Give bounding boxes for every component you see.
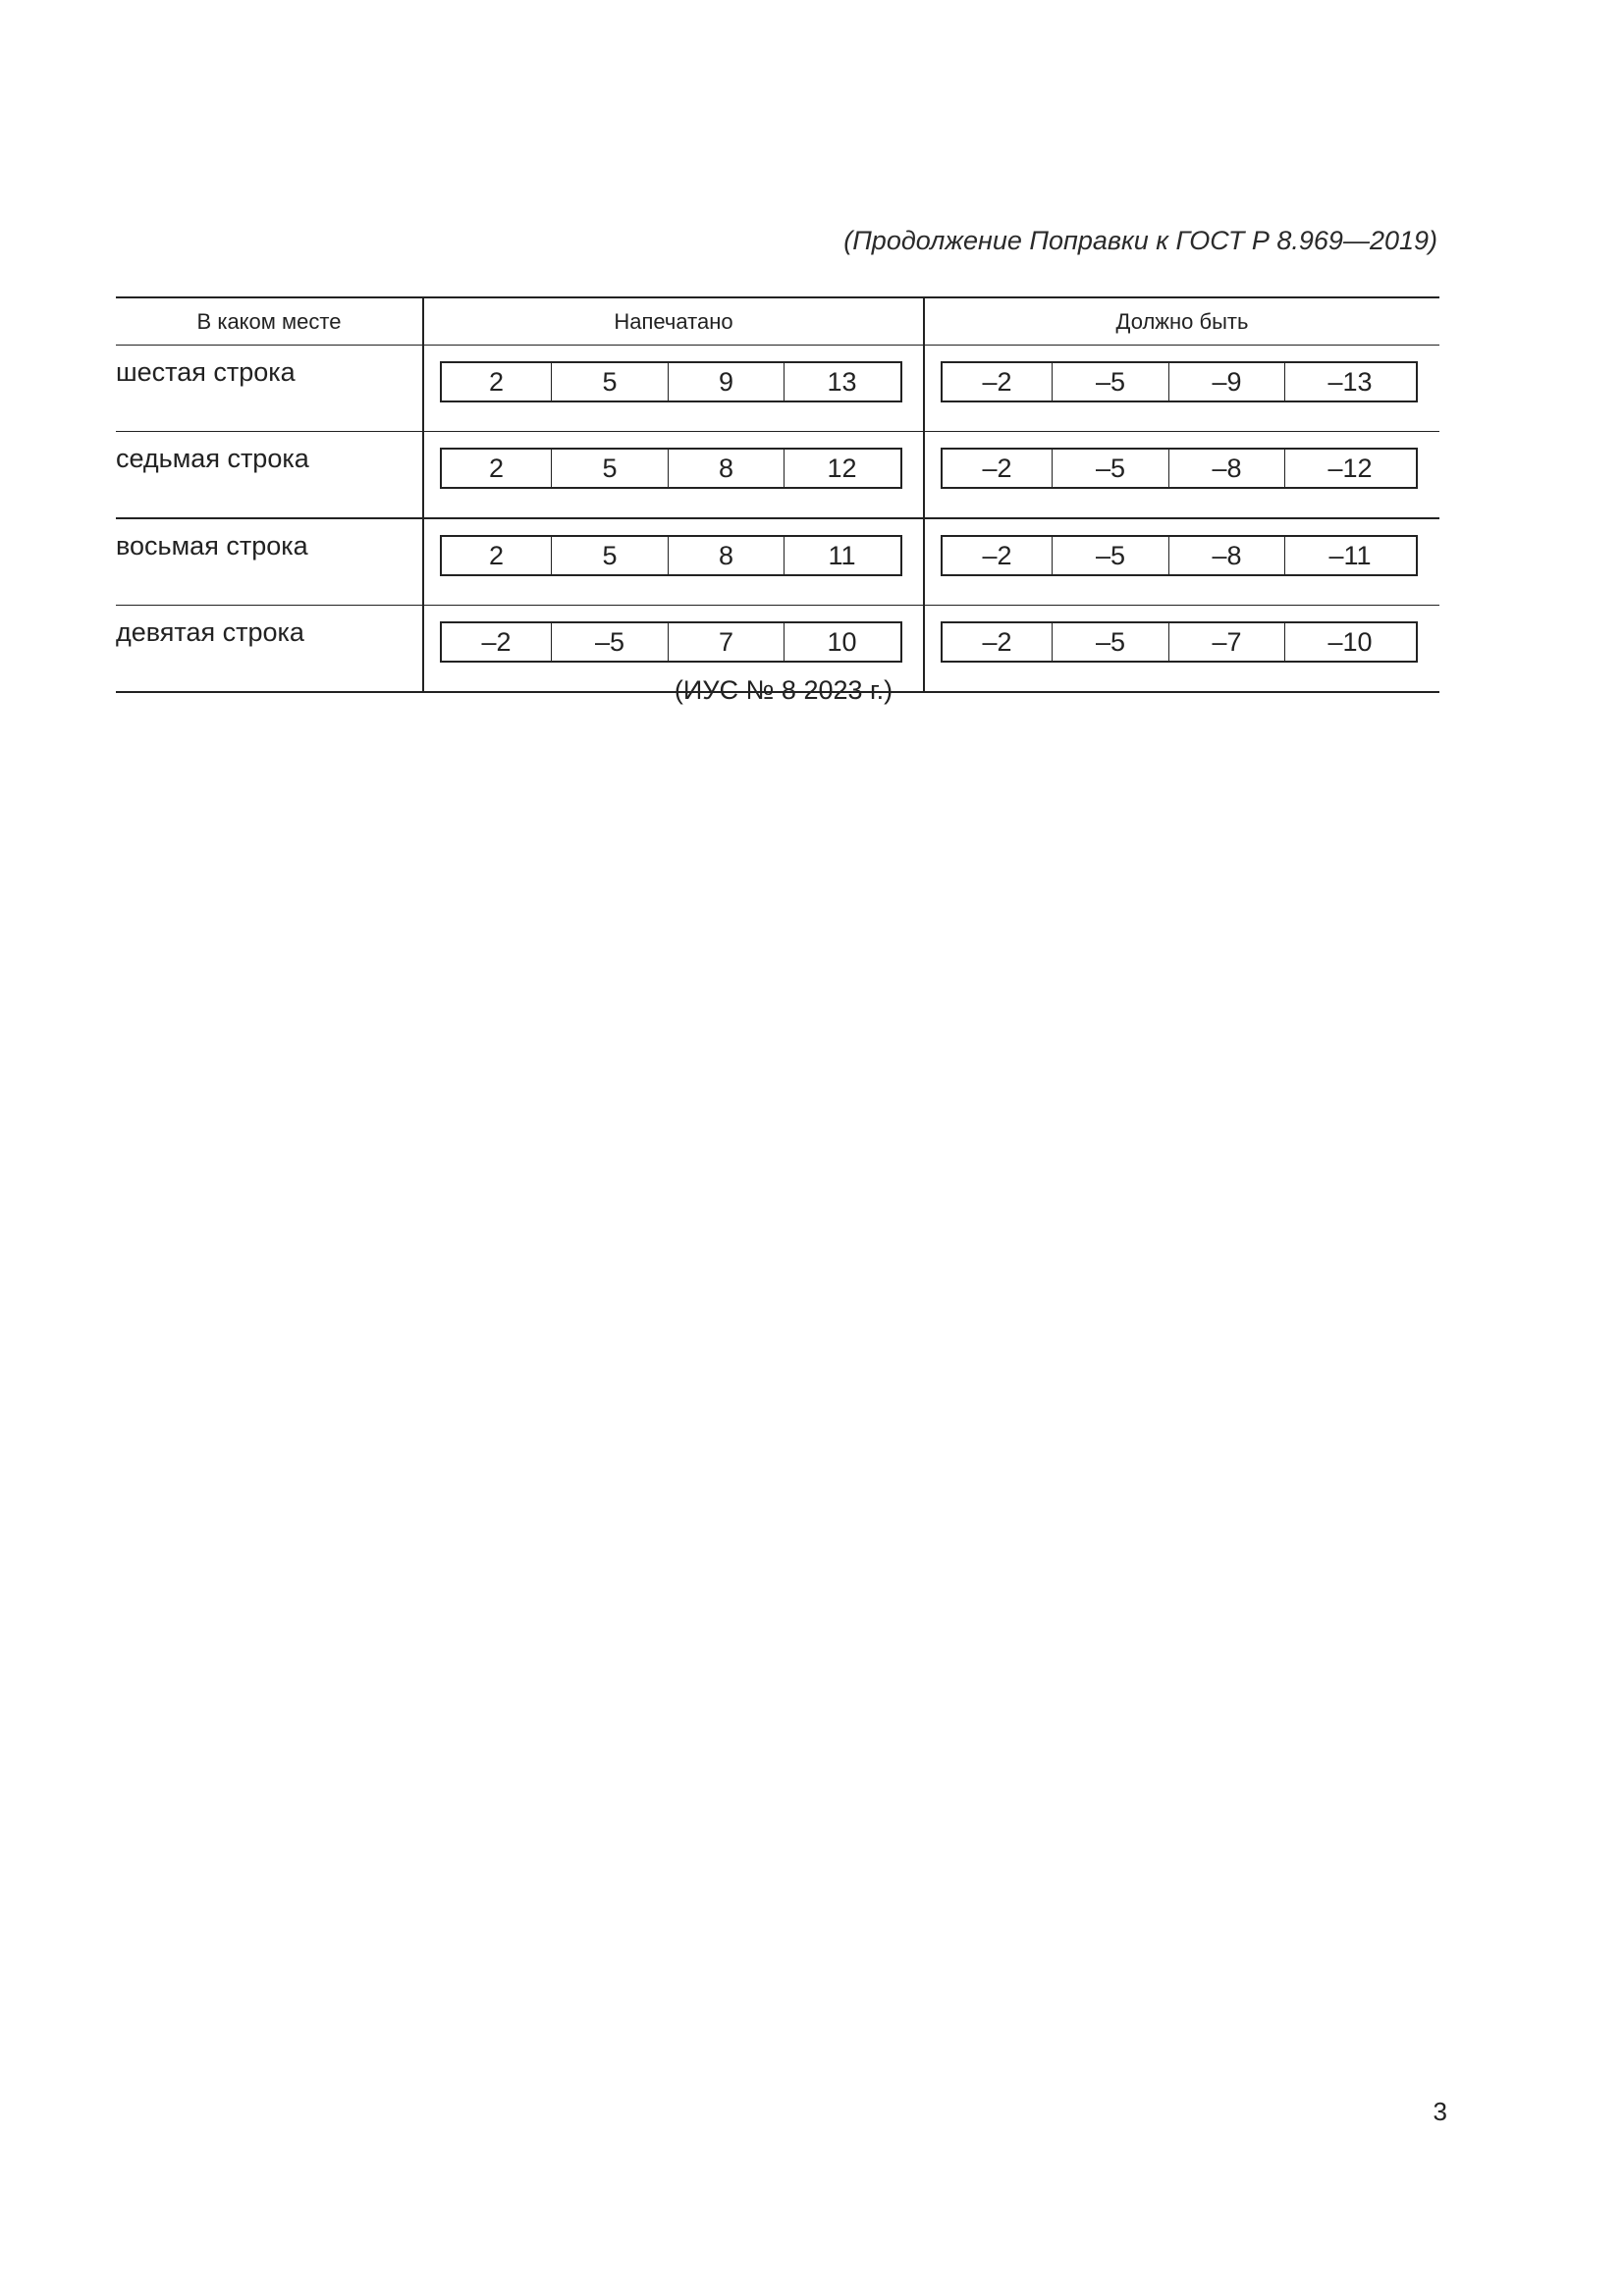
row-place: девятая строка — [116, 606, 423, 693]
printed-value: 9 — [668, 363, 784, 400]
column-header-should-be: Должно быть — [924, 297, 1439, 346]
printed-value: 2 — [488, 453, 505, 483]
printed-value: –2 — [481, 626, 512, 657]
should-be-cell — [924, 518, 1439, 606]
should-be-value: –5 — [1052, 623, 1168, 661]
should-be-value: –2 — [982, 453, 1012, 483]
printed-value: 5 — [551, 363, 668, 400]
printed-value: 8 — [668, 537, 784, 574]
table-row — [116, 346, 1439, 432]
should-be-values-box — [941, 535, 1418, 576]
should-be-value: –10 — [1284, 623, 1415, 661]
should-be-cell — [924, 432, 1439, 519]
printed-value: 11 — [784, 537, 899, 574]
printed-value: 13 — [784, 363, 899, 400]
printed-values-box — [440, 448, 902, 489]
should-be-values-box — [941, 448, 1418, 489]
printed-values-box — [440, 621, 902, 663]
continuation-note: (Продолжение Поправки к ГОСТ Р 8.969—2019) — [843, 226, 1437, 255]
should-be-cell — [924, 346, 1439, 432]
printed-value: 2 — [488, 540, 505, 570]
should-be-value: –8 — [1168, 537, 1284, 574]
printed-value: 5 — [551, 450, 668, 487]
printed-value: 7 — [668, 623, 784, 661]
should-be-values-box — [941, 621, 1418, 663]
table-row — [116, 518, 1439, 606]
amendment-table — [116, 296, 1439, 693]
should-be-value: –7 — [1168, 623, 1284, 661]
printed-value: 5 — [551, 537, 668, 574]
should-be-value: –5 — [1052, 450, 1168, 487]
printed-value: 10 — [784, 623, 899, 661]
printed-cell — [423, 432, 924, 519]
should-be-value: –12 — [1284, 450, 1415, 487]
printed-cell — [423, 518, 924, 606]
should-be-value: –9 — [1168, 363, 1284, 400]
column-header-place: В каком месте — [116, 297, 423, 346]
row-place: шестая строка — [116, 346, 423, 432]
should-be-value: –8 — [1168, 450, 1284, 487]
should-be-value: –2 — [982, 366, 1012, 397]
column-header-printed: Напечатано — [423, 297, 924, 346]
printed-value: 2 — [488, 366, 505, 397]
should-be-value: –5 — [1052, 537, 1168, 574]
should-be-values-box — [941, 361, 1418, 402]
printed-value: 8 — [668, 450, 784, 487]
page-number: 3 — [1433, 2097, 1447, 2126]
should-be-value: –2 — [982, 626, 1012, 657]
printed-values-box — [440, 361, 902, 402]
printed-value: –5 — [551, 623, 668, 661]
printed-cell — [423, 346, 924, 432]
should-be-value: –11 — [1284, 537, 1415, 574]
should-be-value: –5 — [1052, 363, 1168, 400]
printed-value: 12 — [784, 450, 899, 487]
row-place: восьмая строка — [116, 518, 423, 606]
row-place: седьмая строка — [116, 432, 423, 519]
ius-source-note: (ИУС № 8 2023 г.) — [674, 675, 893, 705]
should-be-value: –13 — [1284, 363, 1415, 400]
should-be-value: –2 — [982, 540, 1012, 570]
table-row — [116, 432, 1439, 519]
table-header-row — [116, 297, 1439, 346]
printed-values-box — [440, 535, 902, 576]
